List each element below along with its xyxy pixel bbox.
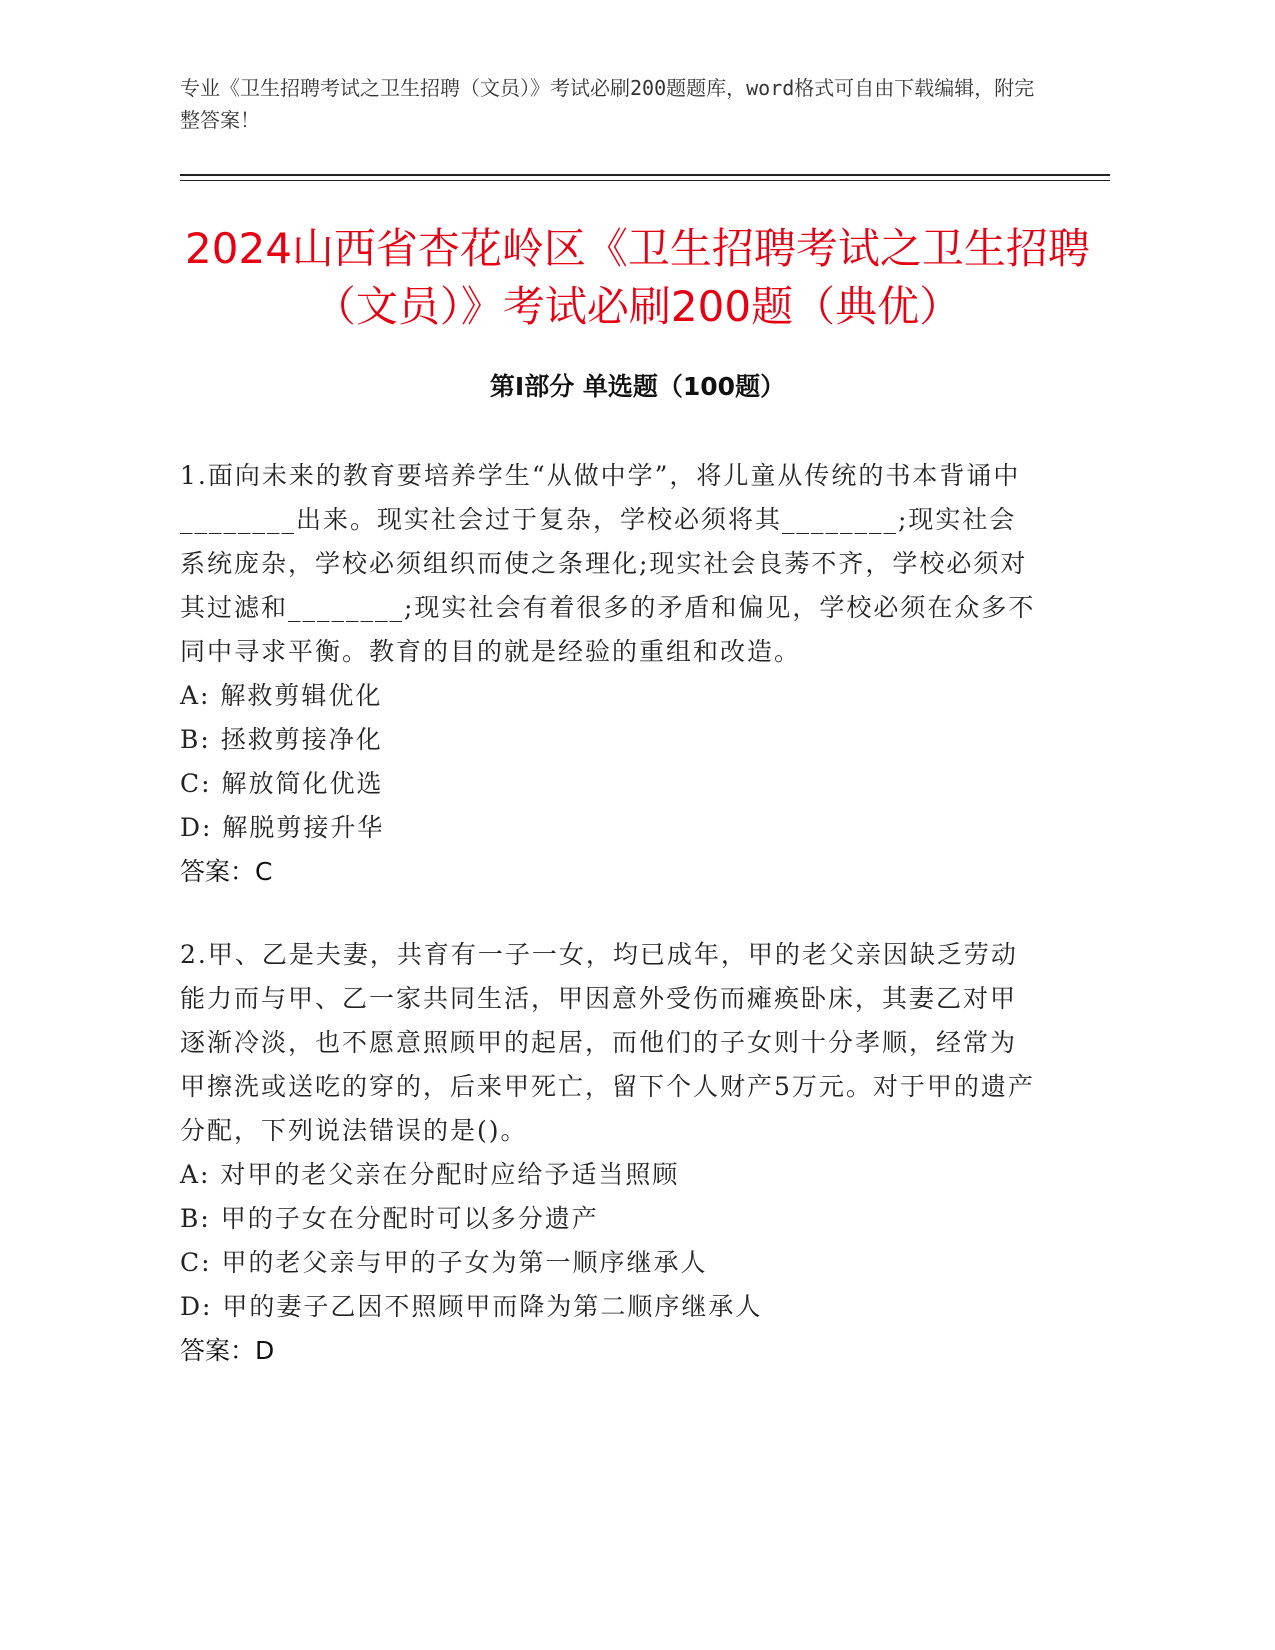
answer-line: 答案：C [180, 857, 273, 886]
question-item [180, 933, 1040, 1373]
option-b: B: 拯救剪接净化 [180, 725, 383, 754]
header-note: 专业《卫生招聘考试之卫生招聘（文员）》考试必刷200题题库，word格式可自由下载编辑，附完整答案！ [180, 76, 1035, 132]
option-c: C: 甲的老父亲与甲的子女为第一顺序继承人 [180, 1248, 708, 1277]
option-a: A: 对甲的老父亲在分配时应给予适当照顾 [180, 1160, 680, 1189]
option-b: B: 甲的子女在分配时可以多分遗产 [180, 1204, 599, 1233]
option-d: D: 解脱剪接升华 [180, 813, 385, 842]
header-divider-thin [180, 180, 1110, 181]
section-title: 第I部分 单选题（100题） [489, 372, 786, 401]
option-a: A: 解救剪辑优化 [180, 681, 383, 710]
document-title: 2024山西省杏花岭区《卫生招聘考试之卫生招聘（文员）》考试必刷200题（典优） [185, 224, 1090, 331]
question-stem: 1.面向未来的教育要培养学生“从做中学”，将儿童从传统的书本背诵中________出来。现实社会过于复杂，学校必须将其________;现实社会系统庞杂，学校必须组织而使之条理化;现实社会良莠不齐，学校必须对其过滤和________;现实社会有着很多的矛盾和偏见，学校必须在众多不同中寻求平衡。教育的目的就是经验的重组和改造。 [180, 461, 1036, 666]
question-item [180, 454, 1040, 894]
question-stem: 2.甲、乙是夫妻，共育有一子一女，均已成年，甲的老父亲因缺乏劳动能力而与甲、乙一家共同生活，甲因意外受伤而瘫痪卧床，其妻乙对甲逐渐冷淡，也不愿意照顾甲的起居，而他们的子女则十分孝顺，经常为甲擦洗或送吃的穿的，后来甲死亡，留下个人财产5万元。对于甲的遗产分配，下列说法错误的是()。 [180, 940, 1035, 1145]
option-d: D: 甲的妻子乙因不照顾甲而降为第二顺序继承人 [180, 1292, 763, 1321]
option-c: C: 解放简化优选 [180, 769, 384, 798]
header-divider-thick [180, 174, 1110, 176]
answer-line: 答案：D [180, 1336, 275, 1365]
